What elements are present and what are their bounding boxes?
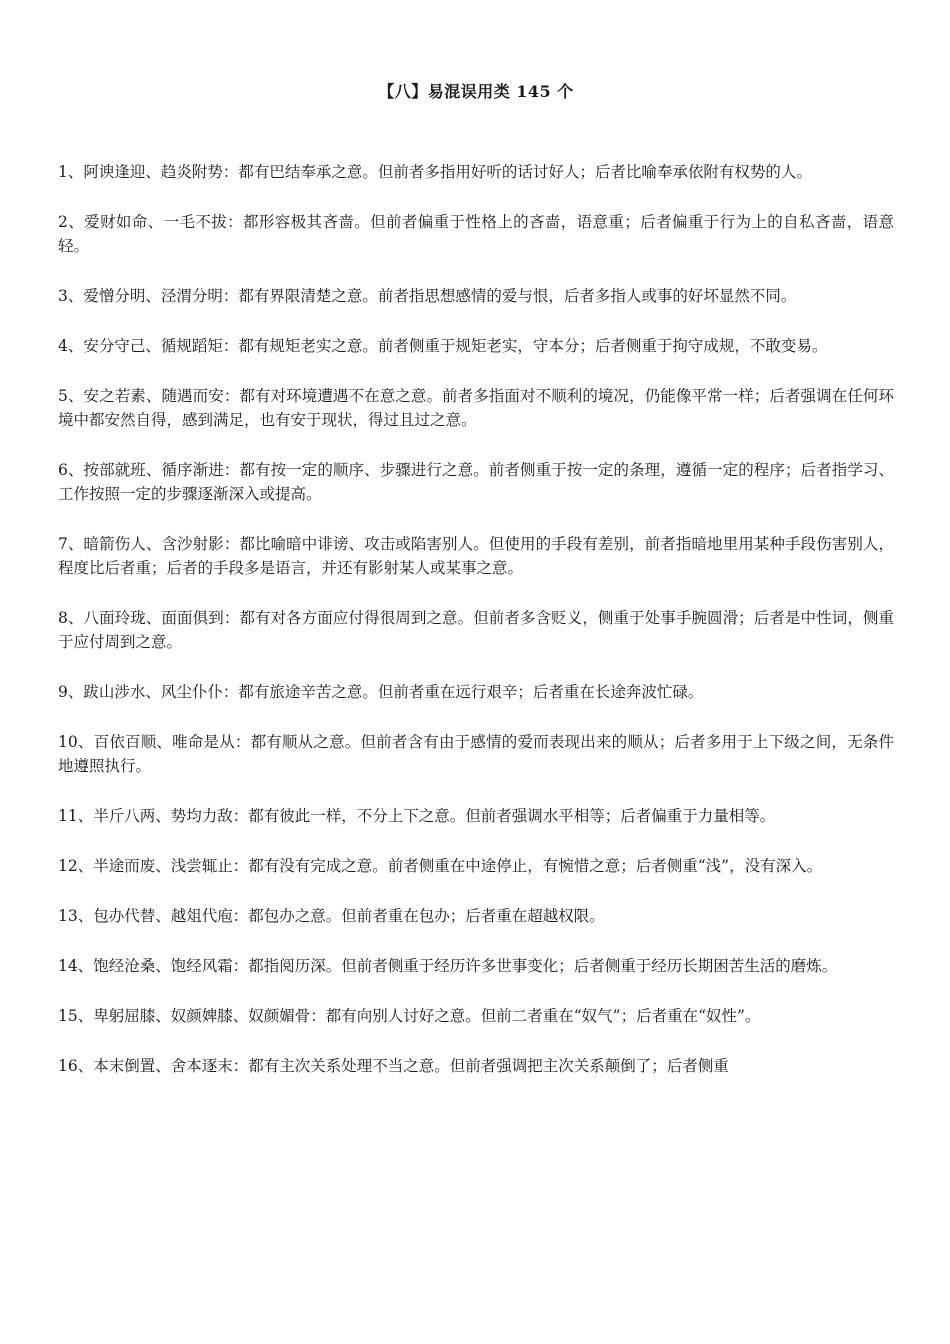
entry-item-5: 5、安之若素、随遇而安：都有对环境遭遇不在意之意。前者多指面对不顺利的境况，仍能像平常一样；后者强调在任何环境中都安然自得，感到满足，也有安于现状，得过且过之意。: [58, 387, 894, 429]
entry-item-16: 16、本末倒置、舍本逐末：都有主次关系处理不当之意。但前者强调把主次关系颠倒了；后者侧重: [58, 1057, 729, 1075]
entry-item-6: 6、按部就班、循序渐进：都有按一定的顺序、步骤进行之意。前者侧重于按一定的条理，遵循一定的程序；后者指学习、工作按照一定的步骤逐渐深入或提高。: [58, 461, 894, 503]
entry-item-8: 8、八面玲珑、面面俱到：都有对各方面应付得很周到之意。但前者多含贬义，侧重于处事手腕圆滑；后者是中性词，侧重于应付周到之意。: [58, 609, 894, 651]
entry-list: [58, 160, 894, 1078]
entry-item-9: 9、跋山涉水、风尘仆仆：都有旅途辛苦之意。但前者重在远行艰辛；后者重在长途奔波忙碌。: [58, 683, 704, 701]
document-title: 【八】易混误用类 145 个: [378, 82, 574, 101]
entry-item-7: 7、暗箭伤人、含沙射影：都比喻暗中诽谤、攻击或陷害别人。但使用的手段有差别，前者指暗地里用某种手段伤害别人，程度比后者重；后者的手段多是语言，并还有影射某人或某事之意。: [58, 535, 894, 577]
entry-item-15: 15、卑躬屈膝、奴颜婢膝、奴颜媚骨：都有向别人讨好之意。但前二者重在“奴气”；后者重在“奴性”。: [58, 1007, 761, 1025]
entry-item-12: 12、半途而废、浅尝辄止：都有没有完成之意。前者侧重在中途停止，有惋惜之意；后者侧重“浅”，没有深入。: [58, 857, 823, 875]
entry-item-4: 4、安分守己、循规蹈矩：都有规矩老实之意。前者侧重于规矩老实，守本分；后者侧重于拘守成规，不敢变易。: [58, 337, 828, 355]
entry-item-11: 11、半斤八两、势均力敌：都有彼此一样，不分上下之意。但前者强调水平相等；后者偏重于力量相等。: [58, 807, 776, 825]
entry-item-13: 13、包办代替、越俎代庖：都包办之意。但前者重在包办；后者重在超越权限。: [58, 907, 605, 925]
entry-item-10: 10、百依百顺、唯命是从：都有顺从之意。但前者含有由于感情的爱而表现出来的顺从；后者多用于上下级之间，无条件地遵照执行。: [58, 733, 894, 775]
entry-item-3: 3、爱憎分明、泾渭分明：都有界限清楚之意。前者指思想感情的爱与恨，后者多指人或事的好坏显然不同。: [58, 287, 797, 305]
entry-item-2: 2、爱财如命、一毛不拔：都形容极其吝啬。但前者偏重于性格上的吝啬，语意重；后者偏重于行为上的自私吝啬，语意轻。: [58, 213, 894, 255]
entry-item-14: 14、饱经沧桑、饱经风霜：都指阅历深。但前者侧重于经历许多世事变化；后者侧重于经历长期困苦生活的磨炼。: [58, 957, 838, 975]
entry-item-1: 1、阿谀逢迎、趋炎附势：都有巴结奉承之意。但前者多指用好听的话讨好人；后者比喻奉承依附有权势的人。: [58, 163, 812, 181]
